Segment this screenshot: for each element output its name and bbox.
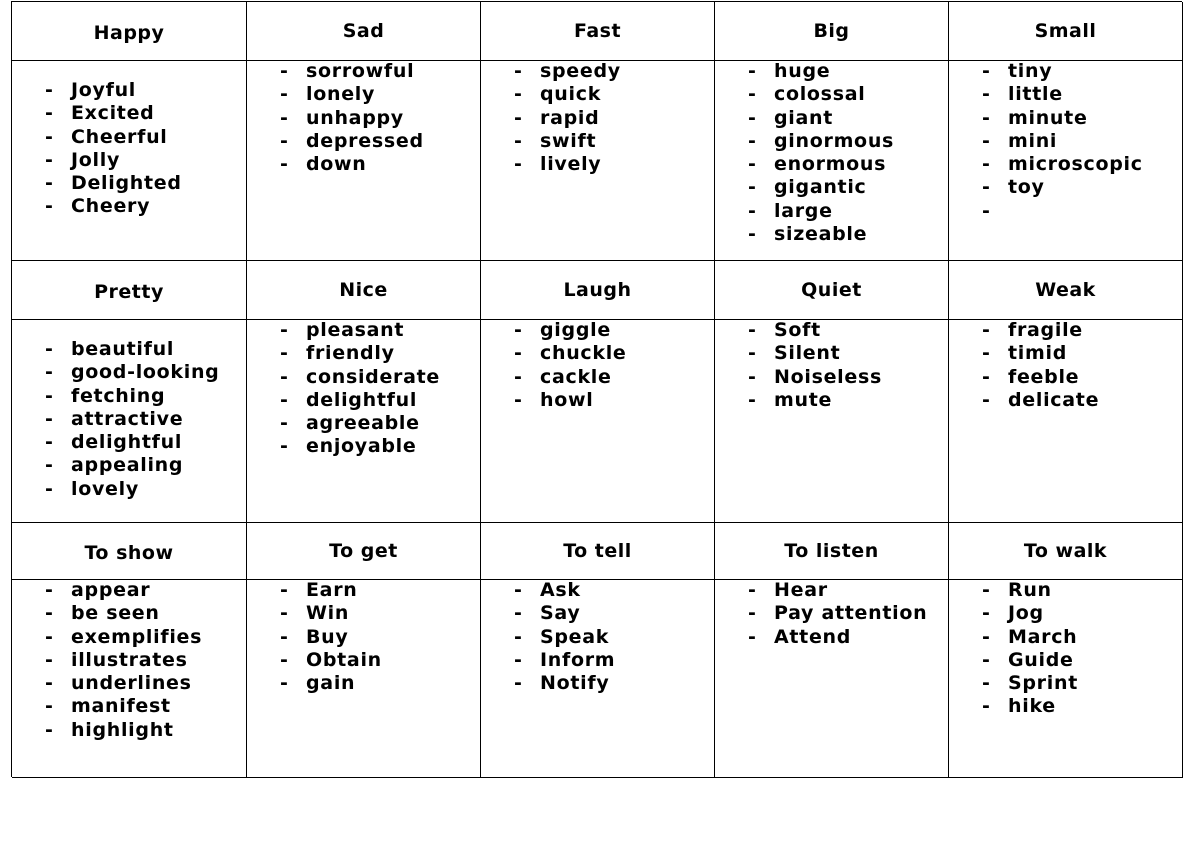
synonym-item: - colossal: [715, 83, 894, 106]
synonym-item: - lively: [481, 153, 621, 176]
synonym-item: - large: [715, 200, 894, 223]
word-heading: Quiet: [801, 279, 862, 301]
synonym-list: [247, 60, 424, 176]
synonym-item: - down: [247, 153, 424, 176]
synonym-item: - Jolly: [12, 149, 182, 172]
synonym-item: - March: [949, 626, 1078, 649]
synonym-item: - timid: [949, 342, 1099, 365]
word-heading: To walk: [1023, 540, 1108, 562]
synonym-item: - speedy: [481, 60, 621, 83]
synonym-list: [715, 319, 882, 412]
synonym-item: - rapid: [481, 107, 621, 130]
synonym-list: [715, 579, 927, 649]
synonym-list-cell: [949, 320, 1183, 523]
synonym-list: [481, 319, 627, 412]
synonym-list-cell: [247, 580, 481, 778]
synonym-item: - Guide: [949, 649, 1078, 672]
synonym-item: - cackle: [481, 366, 627, 389]
synonym-item: - fetching: [12, 385, 220, 408]
synonym-item: - considerate: [247, 366, 440, 389]
synonym-item: - Sprint: [949, 672, 1078, 695]
synonym-item: - fragile: [949, 319, 1099, 342]
word-heading: Fast: [573, 20, 622, 42]
synonym-item: - delicate: [949, 389, 1099, 412]
synonym-item: - Excited: [12, 102, 182, 125]
synonym-item: - ginormous: [715, 130, 894, 153]
synonym-item: - attractive: [12, 408, 220, 431]
word-header-cell: [715, 523, 949, 580]
synonym-item: - Attend: [715, 626, 927, 649]
word-heading: Nice: [339, 279, 388, 301]
word-heading: Happy: [93, 22, 165, 44]
synonym-list-cell: [12, 61, 247, 261]
synonym-list-cell: [481, 320, 715, 523]
word-heading: To get: [329, 540, 398, 562]
synonym-list: [715, 60, 894, 246]
synonym-item: - enjoyable: [247, 435, 440, 458]
synonym-item: - howl: [481, 389, 627, 412]
word-header-cell: [247, 261, 481, 320]
word-header-cell: [12, 261, 247, 320]
word-heading: Laugh: [563, 279, 632, 301]
synonym-list: [12, 338, 220, 501]
synonym-item: - swift: [481, 130, 621, 153]
synonym-item: - Inform: [481, 649, 615, 672]
synonym-item: - underlines: [12, 672, 202, 695]
synonym-list-cell: [949, 61, 1183, 261]
synonym-item: - Soft: [715, 319, 882, 342]
synonym-item: - Notify: [481, 672, 615, 695]
word-header-cell: [12, 2, 247, 61]
synonym-list: [12, 579, 202, 742]
synonym-item: - illustrates: [12, 649, 202, 672]
synonym-list-cell: [12, 320, 247, 523]
synonym-item: - depressed: [247, 130, 424, 153]
word-header-cell: [481, 2, 715, 61]
synonym-item: - feeble: [949, 366, 1099, 389]
synonym-item: - sizeable: [715, 223, 894, 246]
synonym-item: - lovely: [12, 478, 220, 501]
synonym-item: - lonely: [247, 83, 424, 106]
synonym-item: - enormous: [715, 153, 894, 176]
synonym-item: - Speak: [481, 626, 615, 649]
synonym-item: - Buy: [247, 626, 382, 649]
synonym-item: - Earn: [247, 579, 382, 602]
synonym-item: - highlight: [12, 719, 202, 742]
synonym-list-cell: [12, 580, 247, 778]
synonym-item: - giggle: [481, 319, 627, 342]
synonym-item: - microscopic: [949, 153, 1143, 176]
synonym-item: - Obtain: [247, 649, 382, 672]
synonym-list-cell: [715, 320, 949, 523]
synonym-list-cell: [949, 580, 1183, 778]
word-heading: Small: [1034, 20, 1097, 42]
word-heading: Pretty: [94, 281, 164, 303]
synonym-item: - quick: [481, 83, 621, 106]
word-header-cell: [247, 523, 481, 580]
synonym-table: [11, 1, 1182, 777]
synonym-item: - be seen: [12, 602, 202, 625]
synonym-item: - Jog: [949, 602, 1078, 625]
synonym-item: - manifest: [12, 695, 202, 718]
word-header-cell: [481, 523, 715, 580]
synonym-item: - giant: [715, 107, 894, 130]
synonym-item: - Joyful: [12, 79, 182, 102]
synonym-list-cell: [247, 320, 481, 523]
synonym-item: - Cheerful: [12, 126, 182, 149]
synonym-list: [949, 60, 1143, 200]
table-row-group: [12, 2, 1183, 261]
synonym-item: - unhappy: [247, 107, 424, 130]
synonym-item: - mute: [715, 389, 882, 412]
word-header-cell: [715, 2, 949, 61]
synonym-item: - Noiseless: [715, 366, 882, 389]
synonym-item: - good-looking: [12, 361, 220, 384]
synonym-list-cell: [247, 61, 481, 261]
word-header-cell: [949, 261, 1183, 320]
table-row-group: [12, 261, 1183, 523]
word-heading: Weak: [1035, 279, 1096, 301]
synonym-list-cell: [715, 61, 949, 261]
word-heading: Big: [813, 20, 850, 42]
word-heading: To listen: [784, 540, 879, 562]
synonym-item: - Ask: [481, 579, 615, 602]
table-row-group: [12, 523, 1183, 778]
word-header-cell: [949, 2, 1183, 61]
synonym-list-cell: [481, 61, 715, 261]
word-header-cell: [715, 261, 949, 320]
synonym-item: - Hear: [715, 579, 927, 602]
synonym-item: - exemplifies: [12, 626, 202, 649]
synonym-item: - appear: [12, 579, 202, 602]
synonym-item: - Silent: [715, 342, 882, 365]
synonym-item: - Say: [481, 602, 615, 625]
synonym-item: - minute: [949, 107, 1143, 130]
synonym-list: [949, 579, 1078, 719]
synonym-list-cell: [715, 580, 949, 778]
synonym-item: - friendly: [247, 342, 440, 365]
word-heading: To show: [84, 542, 174, 564]
word-header-cell: [12, 523, 247, 580]
synonym-list: [481, 579, 615, 695]
synonym-item: - toy: [949, 176, 1143, 199]
synonym-list: [12, 79, 182, 219]
word-heading: Sad: [342, 20, 385, 42]
synonym-item: - gigantic: [715, 176, 894, 199]
synonym-item: - Run: [949, 579, 1078, 602]
synonym-item: - little: [949, 83, 1143, 106]
word-header-cell: [949, 523, 1183, 580]
synonym-list: [247, 579, 382, 695]
synonym-item: - chuckle: [481, 342, 627, 365]
synonym-item: - mini: [949, 130, 1143, 153]
word-heading: To tell: [563, 540, 632, 562]
synonym-list-cell: [481, 580, 715, 778]
synonym-item: - beautiful: [12, 338, 220, 361]
synonym-item: - tiny: [949, 60, 1143, 83]
synonym-item: - agreeable: [247, 412, 440, 435]
synonym-list: [949, 319, 1099, 412]
synonym-item: - Cheery: [12, 195, 182, 218]
synonym-item: - huge: [715, 60, 894, 83]
synonym-item: - Win: [247, 602, 382, 625]
synonym-item: - Delighted: [12, 172, 182, 195]
synonym-item: - Pay attention: [715, 602, 927, 625]
synonym-item: - sorrowful: [247, 60, 424, 83]
synonym-item: - delightful: [247, 389, 440, 412]
synonym-list: [247, 319, 440, 459]
synonym-item: - pleasant: [247, 319, 440, 342]
synonym-item: - gain: [247, 672, 382, 695]
synonym-item: - appealing: [12, 454, 220, 477]
word-header-cell: [247, 2, 481, 61]
synonym-item: - hike: [949, 695, 1078, 718]
synonym-item: - delightful: [12, 431, 220, 454]
synonym-list: [481, 60, 621, 176]
word-header-cell: [481, 261, 715, 320]
